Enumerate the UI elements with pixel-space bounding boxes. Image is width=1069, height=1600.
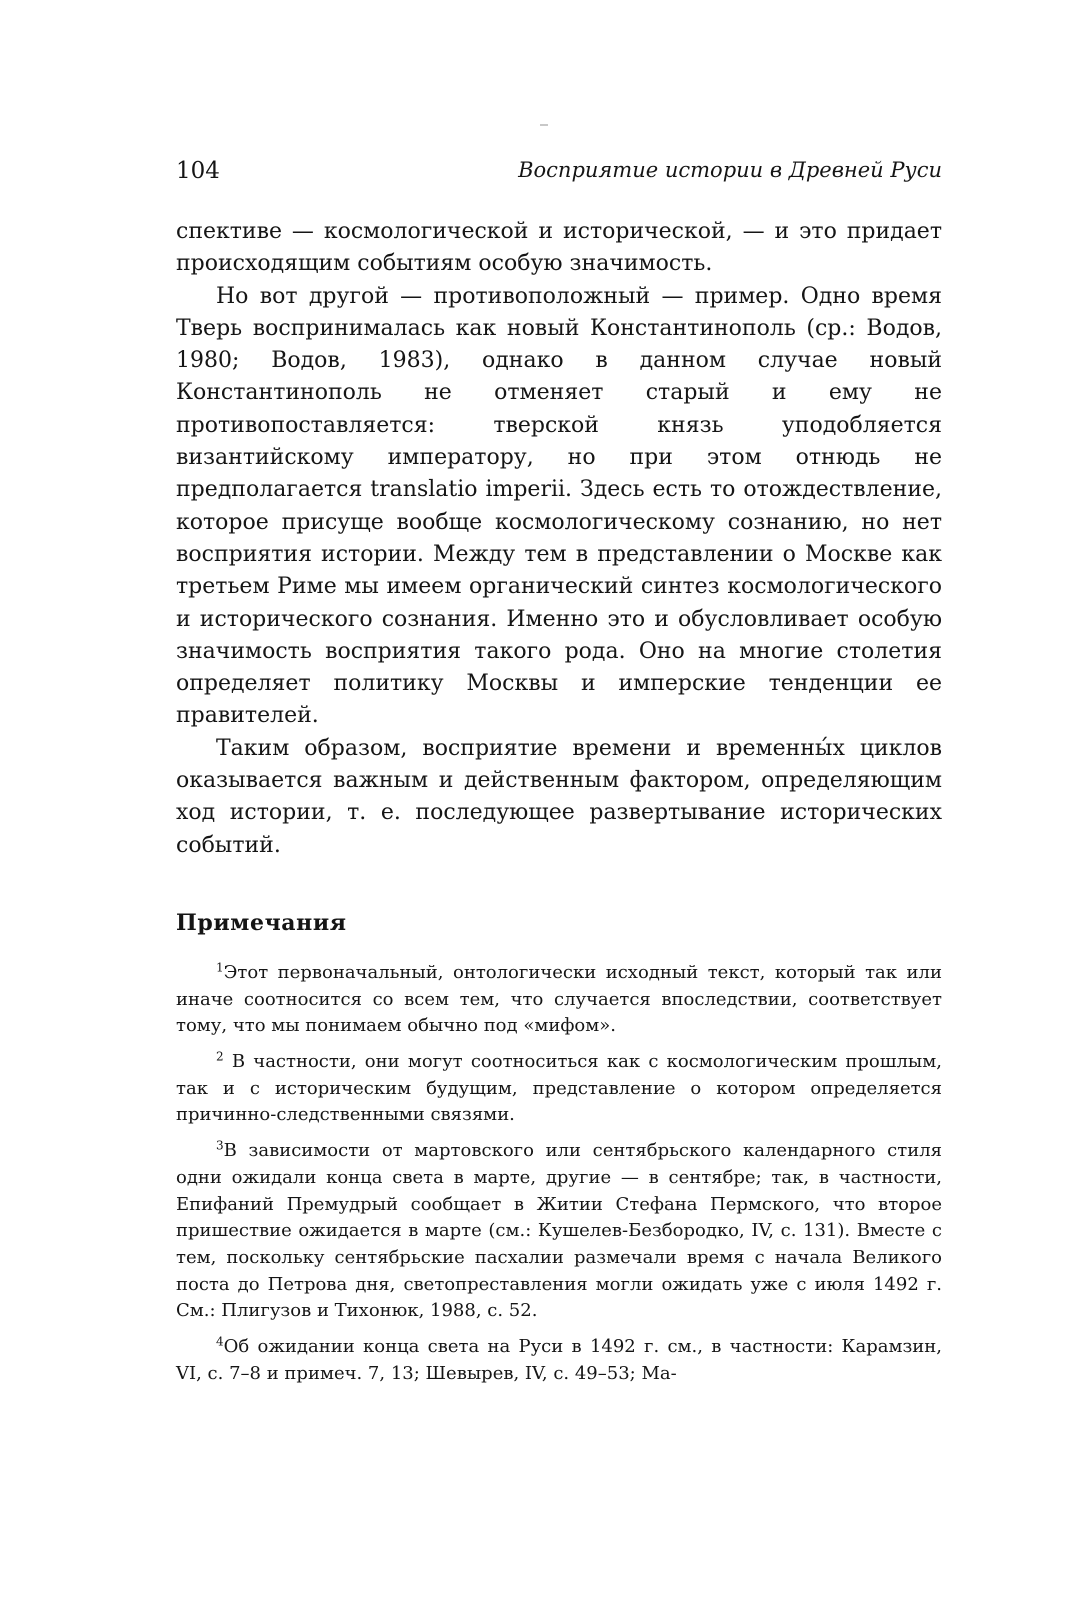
note-marker: 3 [216, 1138, 224, 1153]
running-title: Восприятие истории в Древней Руси [518, 158, 942, 182]
scan-artifact-mark [540, 124, 548, 126]
notes-list [176, 960, 942, 1388]
running-head [176, 150, 942, 190]
note-text: Об ожидании конца света на Руси в 1492 г. см., в частности: Карамзин, VI, с. 7–8 и примеч. 7, 13; Шевырев, IV, с. 49–53; Ма- [176, 1336, 942, 1384]
paragraph: Но вот другой — противоположный — пример. Одно время Тверь воспринималась как новый Константинополь (ср.: Водов, 1980; Водов, 1983), однако в данном случае новый Константинополь не отменяет старый и ему не противопоставляется: тверской князь уподобляется византийскому императору, но при этом отнюдь не предполагается translatio imperii. Здесь есть то отождествление, которое присуще вообще космологическому сознанию, но нет восприятия истории. Между тем в представлении о Москве как третьем Риме мы имеем органический синтез космологического и исторического сознания. Именно это и обусловливает особую значимость восприятия такого рода. Оно на многие столетия определяет политику Москвы и имперские тенденции ее правителей. [176, 283, 942, 729]
paragraph: Таким образом, восприятие времени и временны́х циклов оказывается важным и действенным фактором, определяющим ход истории, т. е. последующее развертывание исторических событий. [176, 735, 942, 858]
book-page [176, 150, 942, 1396]
note-marker: 1 [216, 960, 224, 975]
note-item [176, 1049, 942, 1129]
page-number: 104 [176, 158, 220, 184]
note-marker: 2 [216, 1049, 224, 1064]
note-text: В частности, они могут соотноситься как с космологическим прошлым, так и с историческим будущим, представление о котором определяется причинно-следственными связями. [176, 1051, 942, 1126]
paragraph: спективе — космологической и исторической, — и это придает происходящим событиям особую значимость. [176, 219, 942, 277]
note-marker: 4 [216, 1334, 224, 1349]
note-item [176, 1334, 942, 1387]
note-text: Этот первоначальный, онтологически исходный текст, который так или иначе соотносится со всем тем, что случается впоследствии, соответствует тому, что мы понимаем обычно под «мифом». [176, 961, 942, 1037]
main-text [176, 216, 942, 862]
notes-heading: Примечания [176, 909, 347, 936]
note-item [176, 960, 942, 1040]
note-text: В зависимости от мартовского или сентябрьского календарного стиля одни ожидали конца света в марте, другие — в сентябре; так, в частности, Епифаний Премудрый сообщает в Житии Стефана Пермского, что второе пришествие ожидается в марте (см.: Кушелев-Безбородко, IV, с. 131). Вместе с тем, поскольку сентябрьские пасхалии размечали время с начала Великого поста до Петрова дня, светопреставления могли ожидать уже с июля 1492 г. См.: Плигузов и Тихонюк, 1988, с. 52. [176, 1140, 942, 1322]
note-item [176, 1138, 942, 1325]
